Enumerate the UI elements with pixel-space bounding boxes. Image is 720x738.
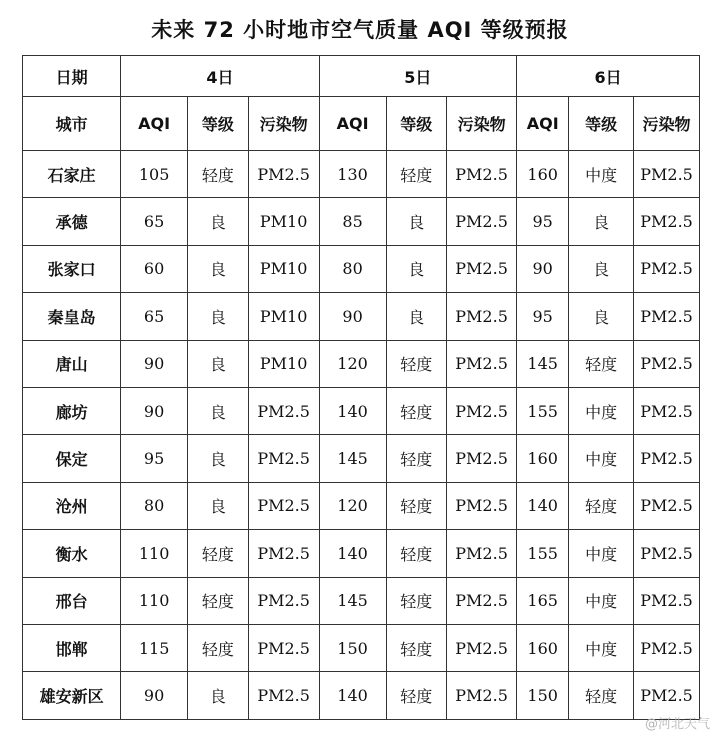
pollutant-cell: PM2.5 <box>447 577 517 624</box>
table-row <box>23 530 700 577</box>
pollutant-cell: PM2.5 <box>447 340 517 387</box>
aqi-column-header: AQI <box>319 97 386 151</box>
pollutant-cell: PM2.5 <box>447 387 517 434</box>
aqi-cell: 140 <box>319 672 386 719</box>
city-cell: 唐山 <box>23 340 121 387</box>
aqi-cell: 60 <box>121 245 188 292</box>
aqi-forecast-table <box>22 55 700 720</box>
aqi-cell: 130 <box>319 151 386 198</box>
aqi-cell: 95 <box>121 435 188 482</box>
grade-cell: 良 <box>386 245 447 292</box>
aqi-cell: 160 <box>517 624 569 671</box>
pollutant-cell: PM2.5 <box>634 245 700 292</box>
table-row <box>23 293 700 340</box>
aqi-cell: 80 <box>319 245 386 292</box>
grade-cell: 轻度 <box>386 435 447 482</box>
grade-cell: 轻度 <box>188 577 249 624</box>
city-cell: 廊坊 <box>23 387 121 434</box>
aqi-cell: 150 <box>319 624 386 671</box>
pollutant-cell: PM2.5 <box>634 672 700 719</box>
pollutant-cell: PM2.5 <box>447 245 517 292</box>
pollutant-column-header: 污染物 <box>447 97 517 151</box>
aqi-cell: 140 <box>517 482 569 529</box>
grade-cell: 中度 <box>569 151 634 198</box>
table-row <box>23 387 700 434</box>
pollutant-cell: PM2.5 <box>447 482 517 529</box>
aqi-cell: 90 <box>319 293 386 340</box>
grade-column-header: 等级 <box>569 97 634 151</box>
aqi-cell: 90 <box>517 245 569 292</box>
day-header: 5日 <box>319 56 516 97</box>
aqi-cell: 145 <box>319 435 386 482</box>
aqi-cell: 105 <box>121 151 188 198</box>
grade-cell: 良 <box>188 672 249 719</box>
pollutant-cell: PM2.5 <box>248 530 319 577</box>
pollutant-cell: PM10 <box>248 340 319 387</box>
grade-cell: 轻度 <box>188 530 249 577</box>
pollutant-cell: PM2.5 <box>248 387 319 434</box>
grade-cell: 良 <box>188 245 249 292</box>
city-cell: 秦皇岛 <box>23 293 121 340</box>
city-cell: 张家口 <box>23 245 121 292</box>
date-header-label: 日期 <box>23 56 121 97</box>
aqi-cell: 160 <box>517 435 569 482</box>
pollutant-cell: PM2.5 <box>447 293 517 340</box>
grade-cell: 良 <box>386 198 447 245</box>
aqi-cell: 115 <box>121 624 188 671</box>
table-row <box>23 577 700 624</box>
grade-cell: 良 <box>569 198 634 245</box>
grade-cell: 中度 <box>569 624 634 671</box>
pollutant-cell: PM10 <box>248 245 319 292</box>
pollutant-cell: PM2.5 <box>634 340 700 387</box>
pollutant-cell: PM2.5 <box>248 672 319 719</box>
pollutant-cell: PM2.5 <box>447 530 517 577</box>
grade-cell: 良 <box>188 340 249 387</box>
pollutant-cell: PM2.5 <box>447 198 517 245</box>
city-cell: 承德 <box>23 198 121 245</box>
grade-cell: 轻度 <box>569 340 634 387</box>
city-cell: 沧州 <box>23 482 121 529</box>
aqi-cell: 80 <box>121 482 188 529</box>
grade-cell: 中度 <box>569 387 634 434</box>
grade-cell: 良 <box>188 482 249 529</box>
aqi-cell: 65 <box>121 198 188 245</box>
city-cell: 邢台 <box>23 577 121 624</box>
grade-cell: 轻度 <box>386 387 447 434</box>
aqi-cell: 145 <box>517 340 569 387</box>
aqi-column-header: AQI <box>121 97 188 151</box>
grade-cell: 轻度 <box>386 151 447 198</box>
pollutant-cell: PM2.5 <box>248 151 319 198</box>
pollutant-cell: PM2.5 <box>634 151 700 198</box>
grade-cell: 轻度 <box>569 482 634 529</box>
grade-cell: 良 <box>569 245 634 292</box>
table-row <box>23 151 700 198</box>
table-row <box>23 198 700 245</box>
pollutant-cell: PM2.5 <box>634 198 700 245</box>
aqi-cell: 85 <box>319 198 386 245</box>
grade-cell: 轻度 <box>188 151 249 198</box>
grade-cell: 轻度 <box>386 577 447 624</box>
aqi-cell: 155 <box>517 387 569 434</box>
aqi-cell: 90 <box>121 340 188 387</box>
grade-cell: 良 <box>188 435 249 482</box>
aqi-cell: 165 <box>517 577 569 624</box>
grade-cell: 轻度 <box>386 624 447 671</box>
aqi-column-header: AQI <box>517 97 569 151</box>
grade-cell: 良 <box>188 387 249 434</box>
grade-cell: 良 <box>188 198 249 245</box>
aqi-cell: 160 <box>517 151 569 198</box>
grade-cell: 中度 <box>569 435 634 482</box>
table-row <box>23 482 700 529</box>
aqi-cell: 120 <box>319 340 386 387</box>
grade-cell: 轻度 <box>188 624 249 671</box>
aqi-cell: 140 <box>319 387 386 434</box>
grade-cell: 轻度 <box>386 672 447 719</box>
pollutant-cell: PM2.5 <box>248 624 319 671</box>
pollutant-cell: PM2.5 <box>447 435 517 482</box>
aqi-cell: 155 <box>517 530 569 577</box>
grade-cell: 中度 <box>569 530 634 577</box>
aqi-cell: 150 <box>517 672 569 719</box>
city-cell: 雄安新区 <box>23 672 121 719</box>
aqi-cell: 95 <box>517 293 569 340</box>
grade-cell: 轻度 <box>386 530 447 577</box>
aqi-cell: 120 <box>319 482 386 529</box>
pollutant-cell: PM2.5 <box>634 482 700 529</box>
pollutant-cell: PM2.5 <box>447 624 517 671</box>
grade-column-header: 等级 <box>386 97 447 151</box>
pollutant-cell: PM2.5 <box>447 672 517 719</box>
aqi-cell: 90 <box>121 672 188 719</box>
pollutant-cell: PM2.5 <box>634 624 700 671</box>
day-header: 6日 <box>517 56 700 97</box>
pollutant-column-header: 污染物 <box>634 97 700 151</box>
city-cell: 邯郸 <box>23 624 121 671</box>
grade-column-header: 等级 <box>188 97 249 151</box>
pollutant-cell: PM2.5 <box>634 435 700 482</box>
grade-cell: 轻度 <box>569 672 634 719</box>
grade-cell: 中度 <box>569 577 634 624</box>
pollutant-cell: PM2.5 <box>447 151 517 198</box>
aqi-cell: 140 <box>319 530 386 577</box>
watermark: @河北天气 <box>644 717 710 732</box>
grade-cell: 良 <box>386 293 447 340</box>
pollutant-cell: PM2.5 <box>634 387 700 434</box>
page-title: 未来 72 小时地市空气质量 AQI 等级预报 <box>151 18 569 42</box>
aqi-cell: 90 <box>121 387 188 434</box>
aqi-cell: 145 <box>319 577 386 624</box>
grade-cell: 良 <box>569 293 634 340</box>
city-cell: 石家庄 <box>23 151 121 198</box>
pollutant-cell: PM2.5 <box>248 435 319 482</box>
table-row <box>23 672 700 719</box>
pollutant-cell: PM10 <box>248 198 319 245</box>
pollutant-cell: PM10 <box>248 293 319 340</box>
grade-cell: 轻度 <box>386 340 447 387</box>
table-row <box>23 340 700 387</box>
aqi-cell: 95 <box>517 198 569 245</box>
table-row <box>23 245 700 292</box>
pollutant-column-header: 污染物 <box>248 97 319 151</box>
pollutant-cell: PM2.5 <box>248 577 319 624</box>
aqi-cell: 65 <box>121 293 188 340</box>
city-cell: 衡水 <box>23 530 121 577</box>
grade-cell: 良 <box>188 293 249 340</box>
table-row <box>23 435 700 482</box>
pollutant-cell: PM2.5 <box>248 482 319 529</box>
city-header-label: 城市 <box>23 97 121 151</box>
aqi-cell: 110 <box>121 577 188 624</box>
table-row <box>23 624 700 671</box>
aqi-cell: 110 <box>121 530 188 577</box>
pollutant-cell: PM2.5 <box>634 577 700 624</box>
grade-cell: 轻度 <box>386 482 447 529</box>
city-cell: 保定 <box>23 435 121 482</box>
day-header: 4日 <box>121 56 319 97</box>
pollutant-cell: PM2.5 <box>634 530 700 577</box>
pollutant-cell: PM2.5 <box>634 293 700 340</box>
